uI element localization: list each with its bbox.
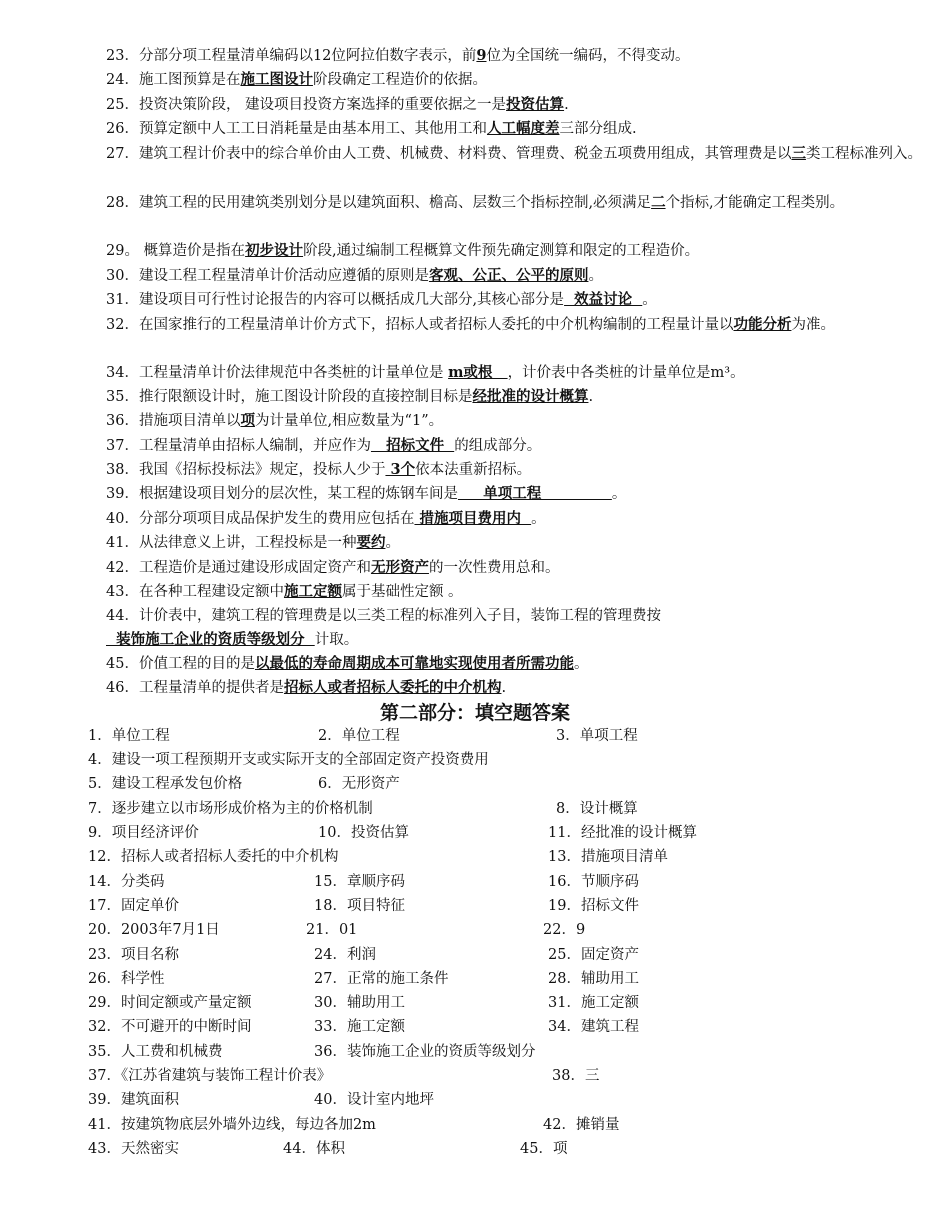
answer-item: 28．辅助用工: [548, 971, 639, 987]
answer-blank: 功能分析: [733, 316, 792, 333]
answer-item: 5．建设工程承发包价格: [88, 776, 243, 792]
question-number: 23．: [106, 48, 139, 64]
answer-blank: 施工图设计: [240, 71, 313, 88]
question-text-tail: 位为全国统一编码，不得变动。: [486, 48, 690, 64]
question-text-tail: 依本法重新招标。: [415, 462, 532, 478]
question-28: [106, 191, 928, 215]
answer-item: 10．投资估算: [318, 825, 409, 841]
answer-item: 18．项目特征: [314, 898, 405, 914]
question-number: 45．: [106, 656, 139, 672]
answer-item: 19．招标文件: [548, 898, 639, 914]
question-number: 28．: [106, 195, 139, 211]
question-text-tail: 的组成部分。: [454, 438, 542, 454]
answer-blank: 初步设计: [245, 242, 304, 259]
answer-item: 6．无形资产: [318, 776, 400, 792]
question-text-tail: 。: [573, 656, 589, 672]
question-text: 从法律意义上讲，工程投标是一种: [138, 535, 357, 551]
question-number: 25．: [106, 97, 139, 113]
answer-blank: 客观、公正、公平的原则: [428, 267, 589, 284]
question-text: 概算造价是指在: [138, 243, 246, 259]
answer-item: 9．项目经济评价: [88, 825, 199, 841]
answer-blank: 三: [791, 145, 806, 162]
answer-blank: 经批准的设计概算: [472, 388, 589, 405]
question-38: [106, 458, 531, 482]
question-number: 44．: [106, 608, 139, 624]
question-44: [106, 604, 896, 652]
answer-blank: 人工幅度差: [486, 120, 560, 137]
answer-item: 36．装饰施工企业的资质等级划分: [314, 1044, 536, 1060]
question-text-tail: 为计量单位,相应数量为“1”。: [254, 413, 444, 429]
question-text: 推行限额设计时，施工图设计阶段的直接控制目标是: [138, 389, 473, 405]
question-text: 工程量清单由招标人编制，并应作为: [138, 438, 371, 454]
question-text: 在国家推行的工程量清单计价方式下，招标人或者招标人委托的中介机构编制的工程量计量以: [138, 317, 734, 333]
question-number: 38．: [106, 462, 139, 478]
answer-item: 24．利润: [314, 947, 376, 963]
question-text-tail: 计取。: [314, 632, 359, 648]
question-text: 施工图预算是在: [138, 72, 241, 88]
question-text: 工程量清单的提供者是: [138, 680, 284, 696]
answer-item: 8．设计概算: [556, 801, 638, 817]
answer-item: 7．逐步建立以市场形成价格为主的价格机制: [88, 801, 373, 817]
question-39: [106, 482, 626, 506]
question-30: [106, 264, 603, 288]
question-text-tail: 。: [531, 511, 546, 527]
question-text-tail: 属于基础性定额 。: [341, 584, 463, 600]
answer-item: 42．摊销量: [543, 1117, 620, 1133]
question-text: 投资决策阶段， 建设项目投资方案选择的重要依据之一是: [138, 97, 507, 113]
answer-item: 4．建设一项工程预期开支或实际开支的全部固定资产投资费用: [88, 752, 489, 768]
question-text-tail: 阶段确定工程造价的依据。: [312, 72, 487, 88]
question-text: 建设工程工程量清单计价活动应遵循的原则是: [138, 268, 429, 284]
question-46: [106, 676, 506, 700]
question-35: [106, 385, 593, 409]
answer-item: 43．天然密实: [88, 1141, 179, 1157]
question-text-tail: 。: [642, 292, 657, 308]
question-number: 26．: [106, 121, 139, 137]
answer-blank: 以最低的寿命周期成本可靠地实现使用者所需功能: [254, 655, 574, 672]
answer-item: 31．施工定额: [548, 995, 639, 1011]
question-text: 根据建设项目划分的层次性，某工程的炼钢车间是: [138, 486, 458, 502]
answer-item: 44．体积: [283, 1141, 345, 1157]
question-text-tail: 个指标,才能确定工程类别。: [665, 195, 845, 211]
question-text: 预算定额中人工工日消耗量是由基本用工、其他用工和: [138, 121, 487, 137]
question-text-tail: ，计价表中各类桩的计量单位是m³。: [507, 365, 745, 381]
question-32: [106, 313, 928, 337]
answer-item: 22．9: [543, 922, 586, 938]
question-text: 我国《招标投标法》规定，投标人少于: [138, 462, 386, 478]
question-25: [106, 93, 569, 117]
answer-blank: 效益讨论: [564, 291, 643, 308]
question-text: 建筑工程计价表中的综合单价由人工费、机械费、材料费、管理费、税金五项费用组成，其管理费是以: [138, 146, 792, 162]
answer-item: 25．固定资产: [548, 947, 639, 963]
answer-item: 40．设计室内地坪: [314, 1092, 434, 1108]
answer-blank: 要约: [356, 534, 386, 551]
question-number: 27．: [106, 146, 139, 162]
answer-item: 14．分类码: [88, 874, 165, 890]
answer-item: 45．项: [520, 1141, 568, 1157]
question-42: [106, 556, 559, 580]
answer-blank: 二: [651, 194, 666, 211]
question-number: 46．: [106, 680, 139, 696]
answer-item: 21．01: [306, 922, 358, 938]
question-text: 措施项目清单以: [138, 413, 241, 429]
question-number: 39．: [106, 486, 139, 502]
question-41: [106, 531, 400, 555]
question-text-tail: 类工程标准列入。: [805, 146, 922, 162]
question-number: 41．: [106, 535, 139, 551]
answer-item: 23．项目名称: [88, 947, 179, 963]
question-number: 37．: [106, 438, 139, 454]
question-text: 工程造价是通过建设形成固定资产和: [138, 560, 371, 576]
question-27: [106, 142, 928, 166]
answer-item: 33．施工定额: [314, 1019, 405, 1035]
answer-item: 41．按建筑物底层外墙外边线，每边各加2m: [88, 1117, 376, 1133]
answer-item: 11．经批准的设计概算: [548, 825, 697, 841]
question-number: 29。: [106, 243, 139, 259]
answer-item: 2．单位工程: [318, 728, 400, 744]
answer-item: 15．章顺序码: [314, 874, 405, 890]
answer-item: 1．单位工程: [88, 728, 170, 744]
question-number: 34．: [106, 365, 139, 381]
question-text-tail: 为准。: [791, 317, 835, 333]
answer-blank: 招标人或者招标人委托的中介机构: [283, 679, 502, 696]
question-34: [106, 361, 745, 385]
answer-blank: 招标文件: [370, 437, 455, 454]
answer-item: 3．单项工程: [556, 728, 638, 744]
answer-blank: 投资估算: [506, 96, 565, 113]
answer-blank: 措施项目费用内: [414, 510, 532, 527]
answer-item: 17．固定单价: [88, 898, 179, 914]
question-number: 31．: [106, 292, 139, 308]
answer-blank: m或根: [448, 364, 508, 381]
answer-blank: 9: [476, 47, 487, 64]
question-text-tail: 。: [611, 486, 627, 502]
question-text: 工程量清单计价法律规范中各类桩的计量单位是: [138, 365, 449, 381]
question-text: 分部分项工程量清单编码以12位阿拉伯数字表示，前: [138, 48, 477, 64]
question-text-tail: 阶段,通过编制工程概算文件预先确定测算和限定的工程造价。: [303, 243, 700, 259]
answer-item: 29．时间定额或产量定额: [88, 995, 252, 1011]
question-number: 24．: [106, 72, 139, 88]
answer-blank: 单项工程: [457, 485, 612, 502]
question-text: 分部分项项目成品保护发生的费用应包括在: [138, 511, 415, 527]
question-26: [106, 117, 637, 141]
answer-item: 13．措施项目清单: [548, 849, 668, 865]
question-45: [106, 652, 588, 676]
question-number: 30．: [106, 268, 139, 284]
section-title: 第二部分：填空题答案: [379, 702, 570, 724]
question-24: [106, 68, 487, 92]
question-31: [106, 288, 657, 312]
answer-item: 38．三: [552, 1068, 600, 1084]
answer-item: 35．人工费和机械费: [88, 1044, 223, 1060]
question-number: 35．: [106, 389, 139, 405]
answer-item: 32．不可避开的中断时间: [88, 1019, 252, 1035]
question-text-tail: .: [588, 389, 594, 405]
question-37: [106, 434, 541, 458]
question-number: 42．: [106, 560, 139, 576]
answer-blank: 装饰施工企业的资质等级划分: [106, 631, 315, 648]
question-text: 建设项目可行性讨论报告的内容可以概括成几大部分,其核心部分是: [138, 292, 565, 308]
answer-blank: 项: [240, 412, 255, 429]
answer-item: 37．《江苏省建筑与装饰工程计价表》: [88, 1068, 332, 1084]
question-text-tail: 的一次性费用总和。: [428, 560, 560, 576]
answer-blank: 施工定额: [283, 583, 342, 600]
question-text-tail: .: [501, 680, 507, 696]
question-text-tail: 。: [385, 535, 400, 551]
answer-item: 39．建筑面积: [88, 1092, 179, 1108]
answer-item: 20．2003年7月1日: [88, 922, 220, 938]
answer-item: 26．科学性: [88, 971, 165, 987]
question-43: [106, 580, 463, 604]
question-text: 建筑工程的民用建筑类别划分是以建筑面积、檐高、层数三个指标控制,必须满足: [138, 195, 652, 211]
question-40: [106, 507, 546, 531]
question-text-tail: .: [564, 97, 569, 113]
answer-item: 27．正常的施工条件: [314, 971, 449, 987]
question-text: 在各种工程建设定额中: [138, 584, 284, 600]
question-number: 43．: [106, 584, 139, 600]
question-number: 32．: [106, 317, 139, 333]
question-23: [106, 44, 690, 68]
question-text: 价值工程的目的是: [138, 656, 255, 672]
question-36: [106, 409, 443, 433]
question-number: 36．: [106, 413, 139, 429]
question-number: 40．: [106, 511, 139, 527]
answer-item: 30．辅助用工: [314, 995, 405, 1011]
answer-item: 12．招标人或者招标人委托的中介机构: [88, 849, 339, 865]
answer-item: 34．建筑工程: [548, 1019, 639, 1035]
question-text-tail: 。: [588, 268, 603, 284]
question-29: [106, 239, 699, 263]
answer-blank: 3个: [385, 461, 416, 478]
answer-blank: 无形资产: [370, 559, 429, 576]
question-text-tail: 三部分组成.: [559, 121, 637, 137]
answer-item: 16．节顺序码: [548, 874, 639, 890]
question-text: 计价表中，建筑工程的管理费是以三类工程的标准列入子目，装饰工程的管理费按: [138, 608, 661, 624]
